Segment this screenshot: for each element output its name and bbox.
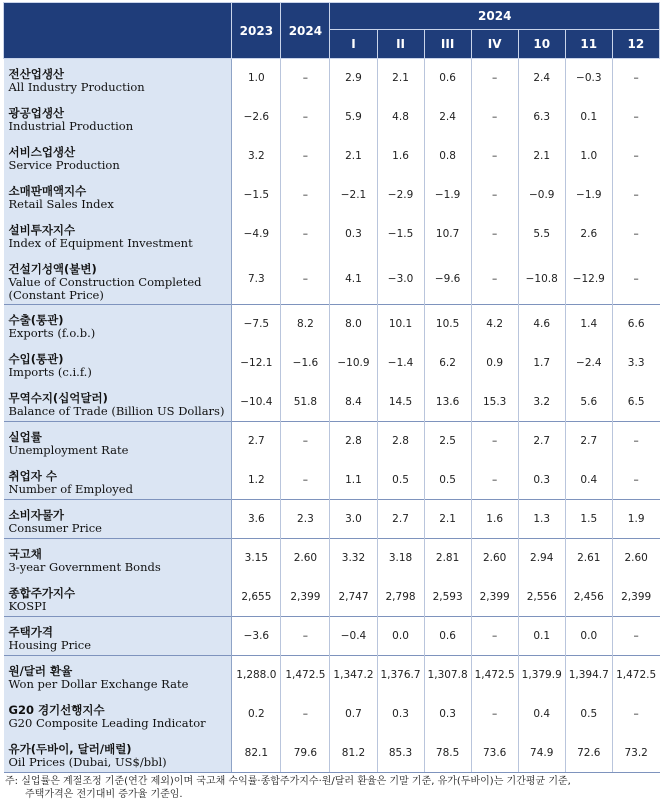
value-cell: −3.6 [232, 617, 281, 656]
value-cell: −2.1 [330, 176, 377, 215]
row-label-english: Oil Prices (Dubai, US$/bbl) [8, 754, 167, 769]
value-cell: 3.0 [330, 500, 377, 539]
value-cell: 1.9 [612, 500, 659, 539]
economic-indicators-table [3, 2, 660, 773]
row-label-english: Exports (f.o.b.) [8, 326, 96, 340]
value-cell: 73.6 [471, 734, 518, 773]
value-cell: −2.9 [377, 176, 424, 215]
row-label [4, 137, 232, 176]
value-cell: 73.2 [612, 734, 659, 773]
value-cell: 2,399 [471, 578, 518, 617]
value-cell: −9.6 [424, 254, 471, 305]
footnote-line-2: 주택가격은 전기대비 증가율 기준임. [25, 789, 183, 800]
value-cell: – [471, 176, 518, 215]
row-label-english: Service Production [8, 157, 120, 172]
value-cell: 0.1 [518, 617, 565, 656]
value-cell: 0.7 [330, 695, 377, 734]
indicator-table-container [3, 2, 660, 803]
value-cell: 8.2 [281, 305, 330, 344]
value-cell: 0.3 [330, 215, 377, 254]
value-cell: 3.6 [232, 500, 281, 539]
value-cell: – [612, 422, 659, 461]
row-label [4, 734, 232, 773]
value-cell: −12.9 [565, 254, 612, 305]
value-cell: 2.1 [424, 500, 471, 539]
value-cell: – [281, 137, 330, 176]
value-cell: – [612, 98, 659, 137]
value-cell: 2.7 [565, 422, 612, 461]
value-cell: −1.5 [377, 215, 424, 254]
value-cell: 1,307.8 [424, 656, 471, 695]
value-cell: – [471, 59, 518, 98]
footnote [3, 773, 660, 803]
value-cell: 15.3 [471, 383, 518, 422]
value-cell: 2.6 [565, 215, 612, 254]
value-cell: 2.61 [565, 539, 612, 578]
header-month-10: 10 [518, 30, 565, 59]
value-cell: 1,394.7 [565, 656, 612, 695]
value-cell: −10.8 [518, 254, 565, 305]
value-cell: 3.15 [232, 539, 281, 578]
table-row [4, 383, 660, 422]
row-label-korean: 원/달러 환율 [8, 664, 73, 678]
value-cell: 1.7 [518, 344, 565, 383]
row-label [4, 461, 232, 500]
value-cell: −7.5 [232, 305, 281, 344]
value-cell: 1.5 [565, 500, 612, 539]
value-cell: – [612, 137, 659, 176]
value-cell: 13.6 [424, 383, 471, 422]
value-cell: – [281, 98, 330, 137]
row-label-english: Won per Dollar Exchange Rate [8, 677, 189, 691]
row-label-korean: 수입(통관) [8, 351, 64, 366]
table-row [4, 98, 660, 137]
value-cell: 2,798 [377, 578, 424, 617]
table-body [4, 59, 660, 773]
value-cell: 82.1 [232, 734, 281, 773]
value-cell: 2.81 [424, 539, 471, 578]
value-cell: 1,472.5 [612, 656, 659, 695]
header-corner [4, 3, 232, 59]
value-cell: 5.5 [518, 215, 565, 254]
value-cell: 0.4 [518, 695, 565, 734]
value-cell: 0.3 [424, 695, 471, 734]
row-label [4, 215, 232, 254]
row-label-korean: 설비투자지수 [8, 222, 76, 237]
header-2023: 2023 [232, 3, 281, 59]
header-q1: I [330, 30, 377, 59]
value-cell: 0.8 [424, 137, 471, 176]
value-cell: 0.3 [377, 695, 424, 734]
value-cell: 8.4 [330, 383, 377, 422]
header-2024-group: 2024 [330, 3, 660, 30]
row-label-english: Industrial Production [8, 118, 134, 133]
value-cell: −1.9 [565, 176, 612, 215]
table-row [4, 59, 660, 98]
value-cell: 1.3 [518, 500, 565, 539]
value-cell: – [281, 254, 330, 305]
table-row [4, 695, 660, 734]
value-cell: −1.4 [377, 344, 424, 383]
row-label-english: Consumer Price [8, 521, 102, 535]
value-cell: 6.3 [518, 98, 565, 137]
row-label-korean: 서비스업생산 [8, 144, 76, 159]
row-label [4, 539, 232, 578]
header-month-11: 11 [565, 30, 612, 59]
value-cell: 2.7 [232, 422, 281, 461]
value-cell: −0.3 [565, 59, 612, 98]
value-cell: 2,556 [518, 578, 565, 617]
value-cell: – [471, 422, 518, 461]
value-cell: 0.3 [518, 461, 565, 500]
row-label [4, 344, 232, 383]
value-cell: – [471, 695, 518, 734]
value-cell: 3.32 [330, 539, 377, 578]
value-cell: 1,472.5 [471, 656, 518, 695]
row-label-english: G20 Composite Leading Indicator [8, 715, 206, 730]
value-cell: – [612, 215, 659, 254]
value-cell: −10.9 [330, 344, 377, 383]
table-row [4, 539, 660, 578]
value-cell: 81.2 [330, 734, 377, 773]
value-cell: – [471, 461, 518, 500]
value-cell: 0.0 [565, 617, 612, 656]
value-cell: 1.6 [377, 137, 424, 176]
row-label [4, 254, 232, 305]
value-cell: −10.4 [232, 383, 281, 422]
row-label-english: KOSPI [8, 598, 47, 613]
table-row [4, 461, 660, 500]
value-cell: – [612, 461, 659, 500]
value-cell: 1.2 [232, 461, 281, 500]
value-cell: 7.3 [232, 254, 281, 305]
table-row [4, 137, 660, 176]
header-q3: III [424, 30, 471, 59]
row-label [4, 422, 232, 461]
value-cell: 2.8 [330, 422, 377, 461]
table-row [4, 617, 660, 656]
value-cell: – [612, 59, 659, 98]
value-cell: 2.8 [377, 422, 424, 461]
value-cell: 79.6 [281, 734, 330, 773]
value-cell: 8.0 [330, 305, 377, 344]
value-cell: 5.9 [330, 98, 377, 137]
value-cell: 3.3 [612, 344, 659, 383]
value-cell: – [281, 215, 330, 254]
row-label [4, 617, 232, 656]
value-cell: 2.3 [281, 500, 330, 539]
value-cell: 6.5 [612, 383, 659, 422]
row-label [4, 98, 232, 137]
row-label [4, 656, 232, 695]
value-cell: 3.2 [518, 383, 565, 422]
value-cell: 14.5 [377, 383, 424, 422]
footnote-line-1: 주: 실업률은 계절조정 기준(연간 제외)이며 국고채 수익률·종합주가지수·원/달러 환율은 기말 기준, 유가(두바이)는 기간평균 기준, [5, 776, 571, 787]
value-cell: 2.1 [377, 59, 424, 98]
value-cell: 1,379.9 [518, 656, 565, 695]
value-cell: 4.1 [330, 254, 377, 305]
row-label-english: Imports (c.i.f.) [8, 364, 92, 379]
row-label [4, 383, 232, 422]
value-cell: 2,747 [330, 578, 377, 617]
value-cell: 0.9 [471, 344, 518, 383]
table-row [4, 305, 660, 344]
row-label-english: Housing Price [8, 638, 92, 652]
header-2024: 2024 [281, 3, 330, 59]
table-row [4, 578, 660, 617]
value-cell: 0.0 [377, 617, 424, 656]
value-cell: 2.60 [281, 539, 330, 578]
value-cell: −1.9 [424, 176, 471, 215]
value-cell: 2.9 [330, 59, 377, 98]
value-cell: – [471, 617, 518, 656]
row-label-english: Value of Construction Completed [8, 274, 202, 289]
row-label-english: Balance of Trade (Billion US Dollars) [8, 403, 225, 418]
value-cell: 2.7 [377, 500, 424, 539]
row-label-english: Retail Sales Index [8, 196, 114, 211]
value-cell: – [281, 422, 330, 461]
value-cell: −1.5 [232, 176, 281, 215]
value-cell: −0.4 [330, 617, 377, 656]
value-cell: 0.1 [565, 98, 612, 137]
value-cell: −2.4 [565, 344, 612, 383]
value-cell: 0.6 [424, 617, 471, 656]
row-label-korean: 유가(두바이, 달러/배럴) [8, 741, 132, 756]
value-cell: 2.4 [518, 59, 565, 98]
table-row [4, 344, 660, 383]
value-cell: 2,456 [565, 578, 612, 617]
row-label-korean: 종합주가지수 [8, 585, 76, 600]
value-cell: 1.6 [471, 500, 518, 539]
row-label [4, 578, 232, 617]
value-cell: – [471, 98, 518, 137]
row-label-korean: 취업자 수 [8, 468, 57, 483]
value-cell: 2.94 [518, 539, 565, 578]
value-cell: −1.6 [281, 344, 330, 383]
value-cell: 78.5 [424, 734, 471, 773]
value-cell: 2,593 [424, 578, 471, 617]
row-label [4, 695, 232, 734]
value-cell: 51.8 [281, 383, 330, 422]
value-cell: – [281, 59, 330, 98]
value-cell: 72.6 [565, 734, 612, 773]
value-cell: 1.0 [565, 137, 612, 176]
row-label-english: 3-year Government Bonds [8, 560, 161, 574]
row-label [4, 59, 232, 98]
value-cell: 5.6 [565, 383, 612, 422]
value-cell: −0.9 [518, 176, 565, 215]
value-cell: 4.2 [471, 305, 518, 344]
header-q4: IV [471, 30, 518, 59]
row-label-english: (Constant Price) [8, 287, 104, 302]
value-cell: 74.9 [518, 734, 565, 773]
table-row [4, 422, 660, 461]
value-cell: – [281, 461, 330, 500]
row-label-english: All Industry Production [8, 80, 145, 94]
row-label [4, 500, 232, 539]
value-cell: 10.1 [377, 305, 424, 344]
value-cell: 0.6 [424, 59, 471, 98]
row-label-korean: 수출(통관) [8, 313, 64, 327]
value-cell: 6.6 [612, 305, 659, 344]
table-row [4, 254, 660, 305]
value-cell: – [281, 176, 330, 215]
value-cell: 2.4 [424, 98, 471, 137]
value-cell: 1,288.0 [232, 656, 281, 695]
table-row [4, 500, 660, 539]
value-cell: – [612, 176, 659, 215]
value-cell: 1,472.5 [281, 656, 330, 695]
value-cell: – [612, 254, 659, 305]
value-cell: – [612, 617, 659, 656]
table-header [4, 3, 660, 59]
value-cell: −4.9 [232, 215, 281, 254]
row-label-korean: 소비자물가 [8, 508, 65, 522]
row-label [4, 176, 232, 215]
value-cell: 2.60 [471, 539, 518, 578]
value-cell: 10.7 [424, 215, 471, 254]
value-cell: 0.4 [565, 461, 612, 500]
row-label-korean: 광공업생산 [8, 105, 65, 120]
value-cell: 1,347.2 [330, 656, 377, 695]
header-q2: II [377, 30, 424, 59]
value-cell: −2.6 [232, 98, 281, 137]
row-label-korean: 실업률 [8, 430, 42, 444]
value-cell: 1.1 [330, 461, 377, 500]
table-row [4, 215, 660, 254]
value-cell: – [471, 137, 518, 176]
value-cell: – [281, 617, 330, 656]
value-cell: 3.2 [232, 137, 281, 176]
value-cell: 0.5 [565, 695, 612, 734]
row-label-english: Unemployment Rate [8, 443, 129, 457]
value-cell: 0.2 [232, 695, 281, 734]
row-label-korean: 소매판매액지수 [8, 183, 87, 198]
row-label [4, 305, 232, 344]
value-cell: −12.1 [232, 344, 281, 383]
header-month-12: 12 [612, 30, 659, 59]
value-cell: 85.3 [377, 734, 424, 773]
value-cell: – [281, 695, 330, 734]
value-cell: 6.2 [424, 344, 471, 383]
value-cell: −3.0 [377, 254, 424, 305]
value-cell: – [471, 254, 518, 305]
row-label-korean: 무역수지(십억달러) [8, 390, 108, 405]
value-cell: 2.1 [518, 137, 565, 176]
value-cell: 2,655 [232, 578, 281, 617]
value-cell: 2.7 [518, 422, 565, 461]
value-cell: 2.60 [612, 539, 659, 578]
value-cell: 2,399 [281, 578, 330, 617]
table-row [4, 176, 660, 215]
value-cell: 4.8 [377, 98, 424, 137]
value-cell: – [471, 215, 518, 254]
value-cell: 2.5 [424, 422, 471, 461]
row-label-korean: 주택가격 [8, 625, 53, 639]
value-cell: 3.18 [377, 539, 424, 578]
value-cell: 0.5 [424, 461, 471, 500]
value-cell: 4.6 [518, 305, 565, 344]
table-row [4, 734, 660, 773]
table-row [4, 656, 660, 695]
value-cell: 10.5 [424, 305, 471, 344]
row-label-korean: 전산업생산 [8, 67, 65, 81]
value-cell: 1,376.7 [377, 656, 424, 695]
row-label-korean: G20 경기선행지수 [8, 702, 105, 717]
row-label-korean: 건설기성액(불변) [8, 261, 97, 276]
row-label-korean: 국고채 [8, 547, 42, 561]
value-cell: 1.4 [565, 305, 612, 344]
value-cell: 0.5 [377, 461, 424, 500]
row-label-english: Index of Equipment Investment [8, 235, 193, 250]
value-cell: 2.1 [330, 137, 377, 176]
value-cell: – [612, 695, 659, 734]
value-cell: 1.0 [232, 59, 281, 98]
row-label-english: Number of Employed [8, 481, 133, 496]
value-cell: 2,399 [612, 578, 659, 617]
